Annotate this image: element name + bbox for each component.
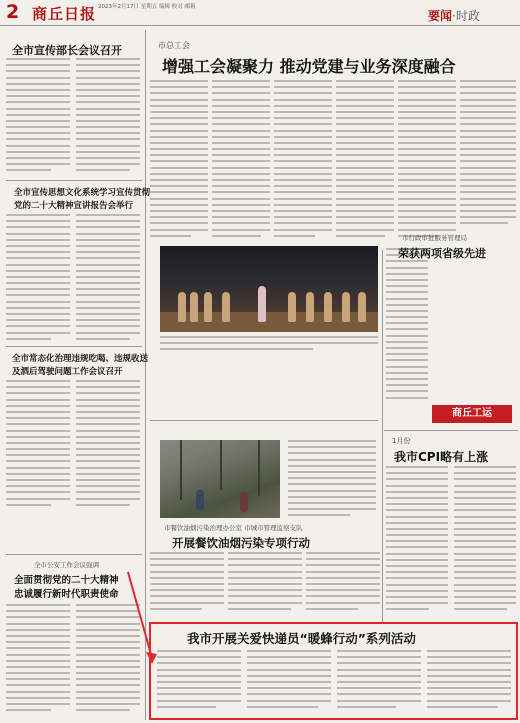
- article-headline: 我市CPI略有上涨: [394, 450, 489, 464]
- section-main: 要闻: [428, 9, 453, 23]
- page-number: 2: [6, 1, 20, 23]
- article-body: [6, 214, 70, 342]
- article-body: [76, 380, 140, 510]
- stage-performance-photo: [160, 246, 378, 332]
- section-sub: ·时政: [452, 9, 480, 23]
- article-body: [460, 80, 516, 242]
- article-headline: 及酒后驾驶问题工作会议召开: [12, 367, 123, 377]
- article-body: [76, 214, 140, 342]
- article-body: [247, 650, 331, 718]
- lead-headline: 增强工会凝聚力 推动党建与业务深度融合: [162, 57, 456, 76]
- header-info: 2023年2月17日 星期五 编辑 校对 邮箱: [98, 4, 196, 10]
- article-kicker: 市餐饮油烟污染治理办公室 市城市管理监察支队: [164, 524, 303, 532]
- article-body: [76, 604, 140, 718]
- article-body: [386, 466, 448, 618]
- article-headline: 全面贯彻党的二十大精神: [14, 575, 119, 586]
- article-body: [398, 80, 456, 242]
- article-body: [306, 552, 380, 618]
- article-headline: 忠诚履行新时代职责使命: [14, 589, 119, 600]
- article-headline: 党的二十大精神宣讲报告会举行: [14, 201, 134, 211]
- article-body: [157, 650, 241, 718]
- article-body: [6, 604, 70, 718]
- article-body: [150, 552, 224, 618]
- article-body: [212, 80, 270, 242]
- article-body: [288, 440, 376, 520]
- article-body: [228, 552, 302, 618]
- article-body: [336, 80, 394, 242]
- highlighted-article: [149, 622, 518, 720]
- article-body: [6, 58, 70, 176]
- article-body: [337, 650, 421, 718]
- article-body: [454, 466, 516, 618]
- article-body: [274, 80, 332, 242]
- article-headline: 全市常态化治理违规吃喝、违规收送: [12, 354, 149, 364]
- street-inspection-photo: [160, 440, 280, 518]
- newspaper-logo: 商丘日报: [32, 5, 97, 23]
- highlighted-headline: 我市开展关爱快递员“暖蜂行动”系列活动: [187, 631, 416, 646]
- article-body: [76, 58, 140, 176]
- article-kicker: 1月份: [392, 437, 411, 445]
- article-headline: 全市宣传部长会议召开: [12, 44, 122, 57]
- right-headline-wrap: [398, 245, 486, 261]
- article-headline: 开展餐饮油烟污染专项行动: [172, 536, 310, 550]
- article-body: [150, 80, 208, 242]
- section-tag: 商丘工运: [432, 405, 512, 423]
- page-header: [0, 0, 520, 26]
- section-label: [428, 5, 516, 22]
- article-kicker: 市行政审批服务管理局: [402, 234, 467, 242]
- photo-caption: [160, 336, 378, 354]
- article-body: [427, 650, 511, 718]
- lead-kicker: 市总工会: [158, 41, 190, 50]
- article-headline: 荣获两项省级先进: [398, 247, 486, 260]
- article-body: [6, 380, 70, 510]
- article-kicker: 全市公安工作会议强调: [34, 561, 99, 569]
- article-body: [386, 248, 428, 408]
- article-headline: 全市宣传思想文化系统学习宣传贯彻: [14, 188, 151, 198]
